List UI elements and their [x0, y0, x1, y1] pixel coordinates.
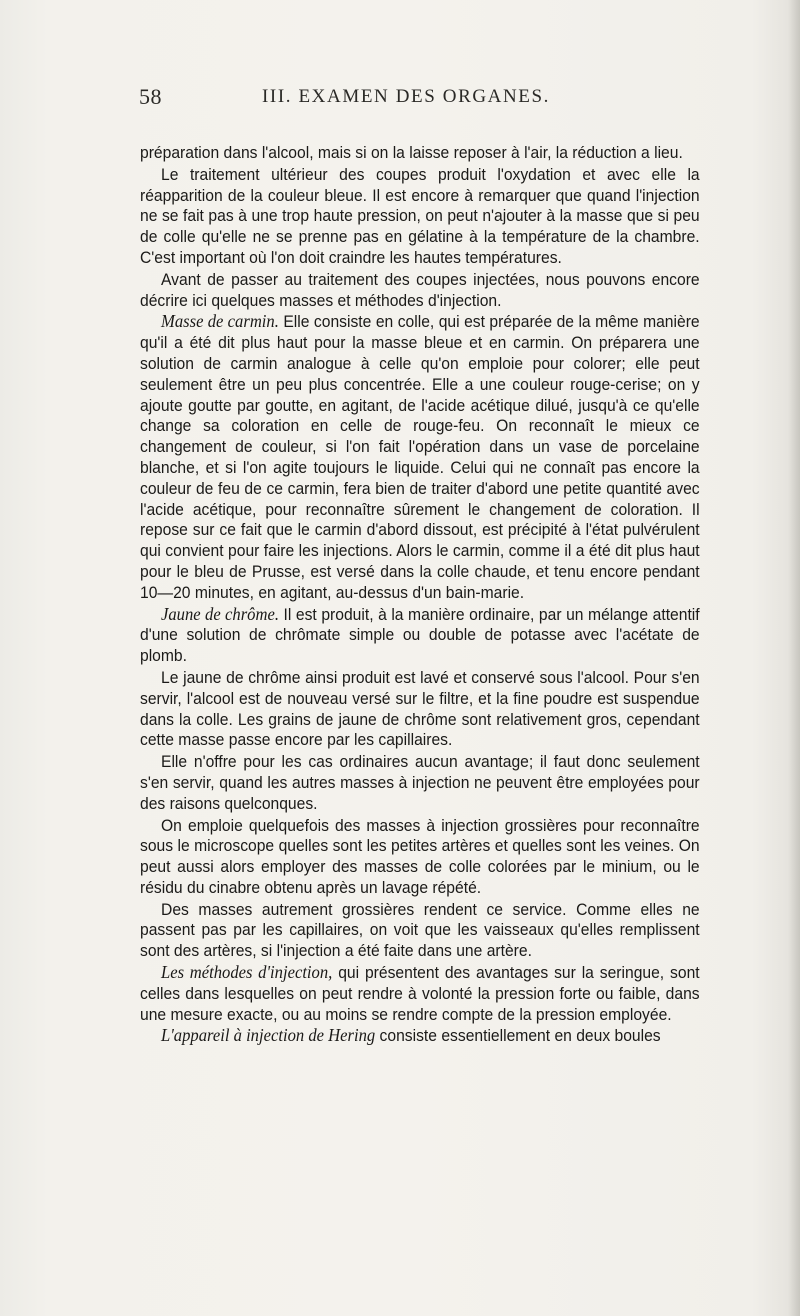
paragraph-italic-lead: Masse de carmin.	[161, 311, 279, 332]
paragraph-italic-lead: Jaune de chrôme.	[161, 603, 279, 624]
paragraph	[140, 751, 700, 814]
paragraph-text: On emploie quelquefois des masses à injection grossières pour reconnaître sous le microscope quelles sont les petites artères et quelles sont les veines. On peut aussi alors employer des masses de colle colorées par le minium, ou le résidu du cinabre obtenu après un lavage répété.	[140, 816, 700, 897]
paragraph-italic-lead: L'appareil à injection de Hering	[161, 1025, 376, 1046]
paragraph-text: préparation dans l'alcool, mais si on la laisse reposer à l'air, la réduction a lieu.	[140, 144, 683, 162]
paragraph-text: consiste essentiellement en deux boules	[375, 1027, 661, 1046]
paragraph-text: Avant de passer au traitement des coupes injectées, nous pouvons encore décrire ici quelques masses et méthodes d'injection.	[140, 270, 700, 310]
paragraph-continuation	[140, 142, 700, 164]
paragraph	[140, 164, 700, 269]
paragraph-masse-de-carmin	[140, 311, 700, 603]
paragraph	[140, 667, 700, 751]
page-edge-shadow	[788, 0, 800, 1316]
paragraph-text: Elle consiste en colle, qui est préparée de la même manière qu'il a été dit plus haut pour la masse bleue et en carmin. On préparera une solution de carmin analogue à celle qu'on emploie pour colorer; elle peut seulement être un peu plus concentrée. Elle a une couleur rouge-cerise; on y ajoute goutte par goutte, en agitant, de l'acide acétique dilué, jusqu'à ce qu'elle change sa coloration en celle de rouge-feu. On reconnaît le mieux ce changement de couleur, si l'on fait l'opération dans un vase de porcelaine blanche, et si l'on agite toujours le liquide. Celui qui ne connaît pas encore la couleur de feu de ce carmin, fera bien de traiter d'abord une petite quantité avec l'acide acétique, pour reconnaître sûrement le changement de coloration. Il repose sur ce fait que le carmin d'abord dissout, est précipité à l'état pulvérulent qui convient pour faire les injections. Alors le carmin, comme il a été dit plus haut pour le bleu de Prusse, est versé dans la colle chaude, et tenu encore pendant 10—20 minutes, en agitant, au-dessus d'un bain-marie.	[140, 313, 700, 602]
paragraph-appareil-hering	[140, 1025, 700, 1047]
running-head: III. EXAMEN DES ORGANES.	[262, 86, 551, 107]
page-number: 58	[139, 84, 162, 109]
paragraph-text: Le jaune de chrôme ainsi produit est lavé et conservé sous l'alcool. Pour s'en servir, l'alcool est de nouveau versé sur le filtre, et la fine poudre est suspendue dans la colle. Les grains de jaune de chrôme sont relativement gros, cependant cette masse passe encore par les capillaires.	[140, 668, 700, 750]
paragraph-text: qui présentent des avantages sur la seringue, sont celles dans lesquelles on peut rendre à volonté la pression forte ou faible, dans une mesure exacte, ou au moins se rendre compte de la pression employée.	[140, 964, 700, 1024]
paragraph-text: Il est produit, à la manière ordinaire, par un mélange attentif d'une solution de chrômate simple ou double de potasse avec l'acétate de plomb.	[140, 605, 700, 666]
paragraph	[140, 899, 700, 962]
paragraph	[140, 815, 700, 899]
paragraph-jaune-de-chrome	[140, 604, 700, 667]
paragraph-italic-lead: Les méthodes d'injection,	[161, 962, 333, 983]
body-text	[140, 142, 700, 1047]
paragraph-methodes-injection	[140, 962, 700, 1025]
paragraph-text: Le traitement ultérieur des coupes produit l'oxydation et avec elle la réapparition de la couleur bleue. Il est encore à remarquer que quand l'injection ne se fait pas à une trop haute pression, on peut n'ajouter à la masse que si peu de colle qu'elle ne se prenne pas en gélatine à la température de la chambre. C'est important où l'on doit craindre les hautes températures.	[140, 165, 700, 267]
paragraph-text: Des masses autrement grossières rendent ce service. Comme elles ne passent pas par les capillaires, on voit que les vaisseaux qu'elles remplissent sont des artères, si l'injection a été faite dans une artère.	[140, 900, 700, 961]
paragraph-text: Elle n'offre pour les cas ordinaires aucun avantage; il faut donc seulement s'en servir, quand les autres masses à injection ne peuvent être employées pour des raisons quelconques.	[140, 753, 700, 813]
page-header	[0, 84, 800, 114]
paragraph	[140, 269, 700, 312]
